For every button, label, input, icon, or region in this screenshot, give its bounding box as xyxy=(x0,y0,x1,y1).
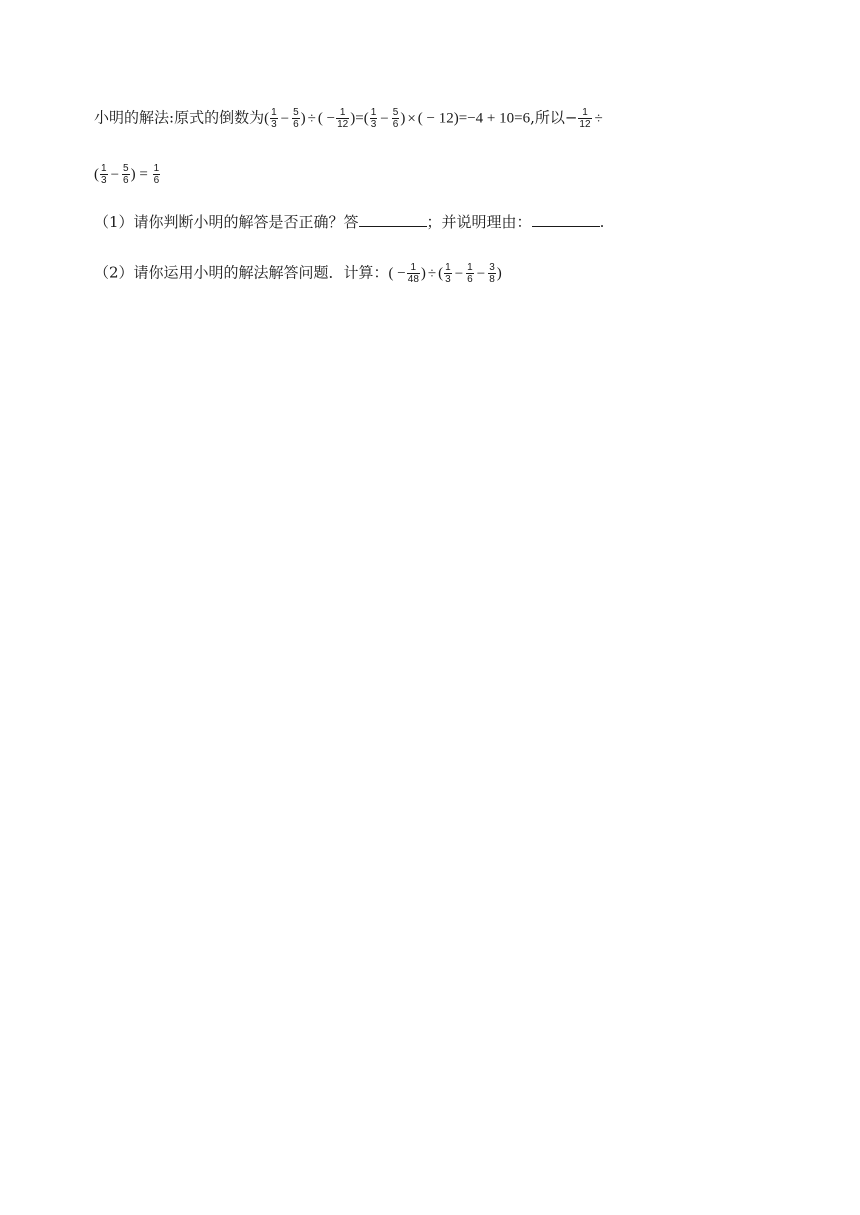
fraction: $\frac{1}{6}$ xyxy=(153,163,160,186)
question-1-text: （1）请你判断小明的解答是否正确？答 xyxy=(94,213,359,231)
fraction: $\frac{1}{3}$ xyxy=(445,262,451,285)
fraction: $\frac{1}{6}$ xyxy=(467,262,473,285)
fraction: $\frac{1}{3}$ xyxy=(271,107,277,130)
fraction: $\frac{5}{6}$ xyxy=(123,163,129,186)
solution-line-2: ( $\frac{1}{3}$ − $\frac{5}{6}$ ) = $\frac{1}{6}$ xyxy=(94,163,160,186)
question-2-text: （2）请你运用小明的解法解答问题．计算： xyxy=(94,263,389,282)
solution-line-1: 小明的解法:原式的倒数为( $\frac{1}{3}$ − $\frac{5}{6}$ ) ÷ ( − $\frac{1}{12}$ )=( $\frac{1}{3}$ − $\frac{5}{6}$ ) × ( − 12)=−4 + 10=6,所以− $\frac{1}{12}$ ÷ xyxy=(94,107,603,130)
fraction: $\frac{1}{48}$ xyxy=(407,262,419,285)
question-2: （2）请你运用小明的解法解答问题．计算：( − $\frac{1}{48}$ ) ÷ ( $\frac{1}{3}$ − $\frac{1}{6}$ − $\frac{3}{8}$ ) xyxy=(94,262,502,285)
fraction: $\frac{3}{8}$ xyxy=(489,262,495,285)
period: . xyxy=(599,213,605,231)
solution-text: 原式的倒数为 xyxy=(174,108,265,127)
solution-label: 小明的解法: xyxy=(94,108,175,127)
fraction: $\frac{5}{6}$ xyxy=(293,107,299,130)
question-1 xyxy=(94,212,604,232)
fraction: $\frac{1}{12}$ xyxy=(337,107,349,130)
question-1-text-b: ；并说明理由： xyxy=(426,213,532,231)
fraction: $\frac{1}{3}$ xyxy=(101,163,107,186)
fraction: $\frac{1}{12}$ xyxy=(579,107,591,130)
reason-blank[interactable] xyxy=(532,212,600,227)
answer-blank[interactable] xyxy=(359,212,427,227)
fraction: $\frac{5}{6}$ xyxy=(392,107,399,130)
so-text: ,所以− xyxy=(530,108,578,127)
fraction: $\frac{1}{3}$ xyxy=(370,107,377,130)
